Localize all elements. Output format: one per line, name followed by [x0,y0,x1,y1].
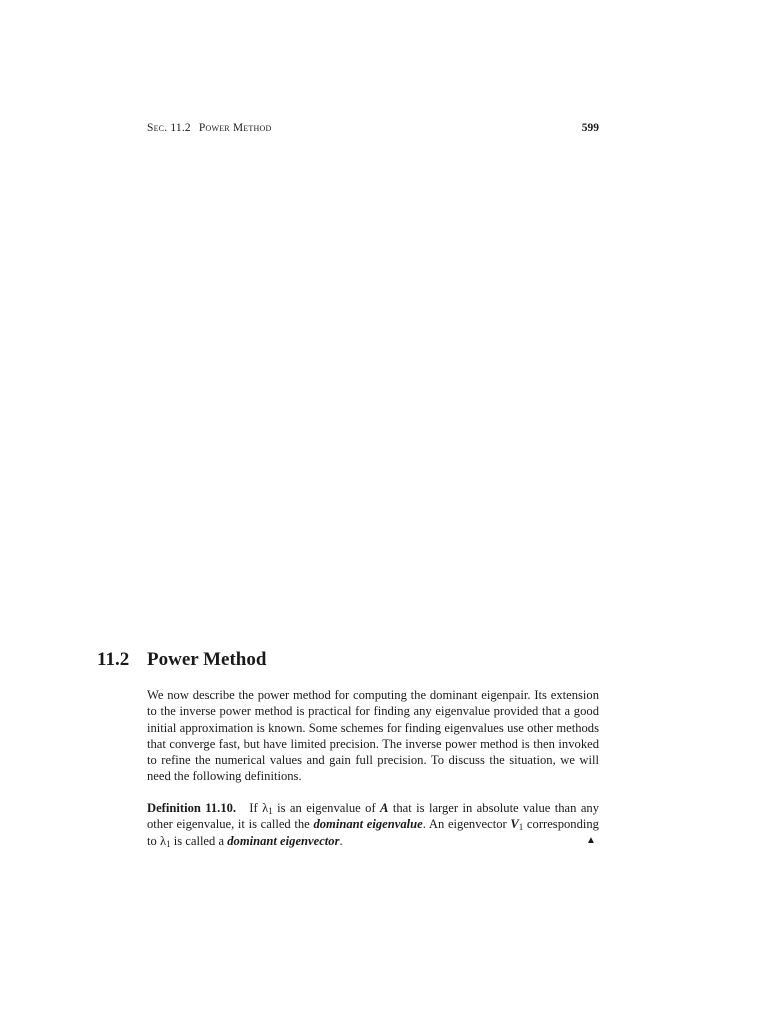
intro-paragraph: We now describe the power method for computing the dominant eigenpair. Its extension to the inverse power method is practical for finding any eigenvalue provided that a good initial approximation is known. Some schemes for finding eigenvalues use other methods that converge fast, but have limited precision. The inverse power method is then invoked to refine the numerical values and gain full precision. To discuss the situation, we will need the following definitions. [147,688,599,784]
running-head [147,120,599,136]
page-number: 599 [581,122,599,134]
running-head-section-number: Sec. 11.2 [147,122,191,134]
section-title: Power Method [147,649,267,670]
vector-symbol: V [510,817,519,832]
running-head-section-title: Power Method [198,122,272,134]
end-of-definition-triangle-icon: ▲ [586,835,596,846]
lambda-subscript-2: 1 [166,838,171,849]
term-dominant-eigenvector: dominant eigenvector [227,833,340,848]
lambda-symbol: λ [262,801,269,815]
lambda-subscript: 1 [268,806,273,816]
definition-text-5: corresponding to [147,817,599,848]
definition-text-6: is called a [170,833,228,848]
definition-11-10 [147,800,599,849]
definition-label: Definition 11.10. [147,801,237,815]
definition-text-1: If [249,801,263,815]
vector-subscript: 1 [518,822,524,833]
lambda-symbol-2: λ [159,833,167,848]
section-heading [97,648,266,672]
definition-text-4: . An eigenvector [422,817,511,832]
definition-text-7: . [339,833,343,848]
definition-text-3: that is larger in absolute value than any other eigenvalue, it is called the [147,801,599,832]
term-dominant-eigenvalue: dominant eigenvalue [313,817,423,832]
section-number: 11.2 [97,649,130,670]
definition-text-2: is an eigenvalue of [272,801,381,815]
matrix-symbol: A [380,801,389,815]
